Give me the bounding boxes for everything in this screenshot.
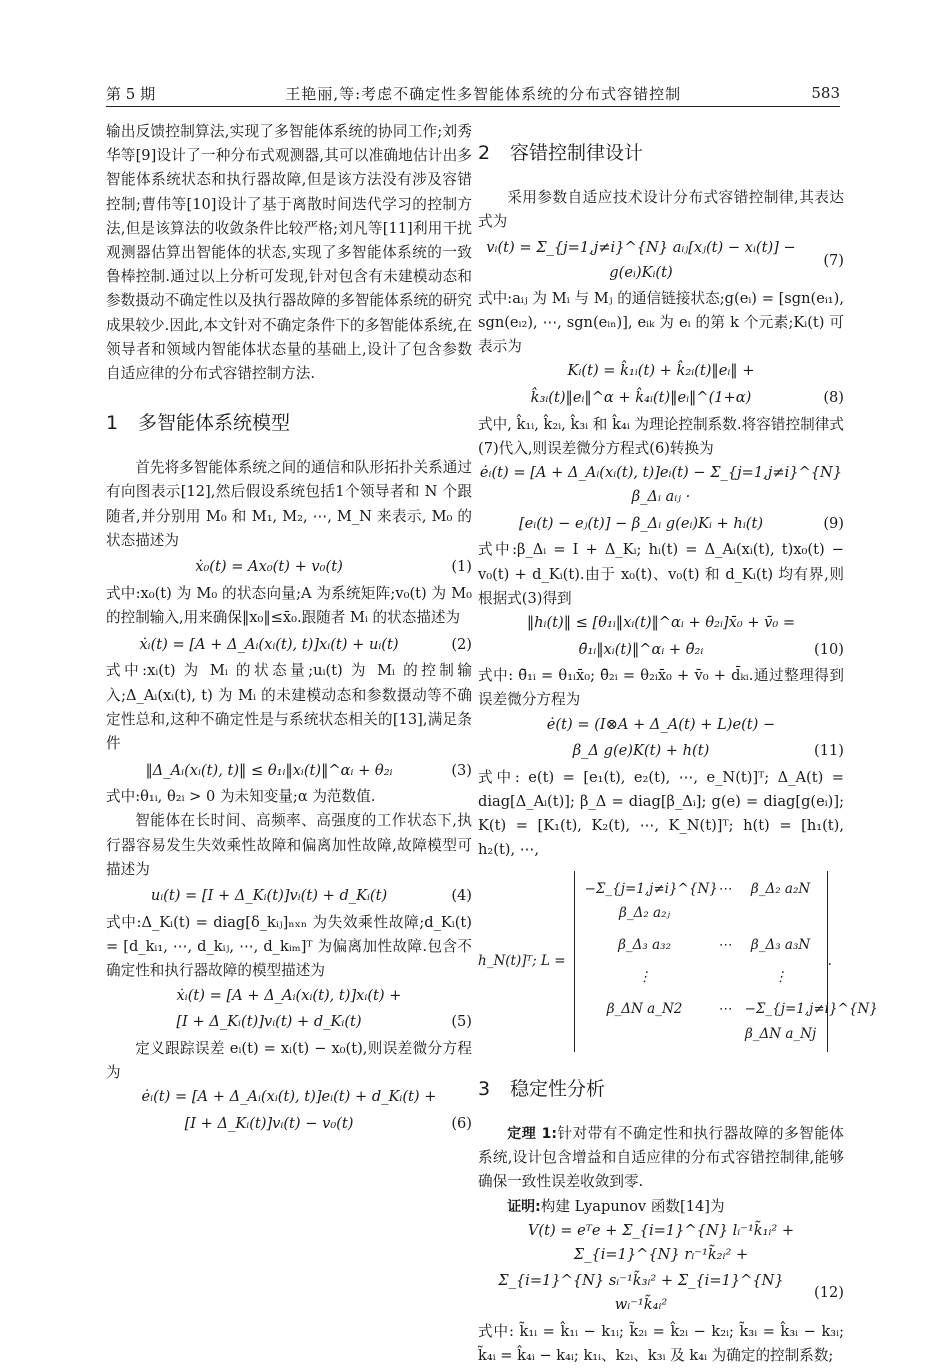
equation-12-line-1: V(t) = eᵀe + Σ_{i=1}^{N} lᵢ⁻¹k̃₁ᵢ² + Σ_{i=1}^{N} rᵢ⁻¹k̃₂ᵢ² + <box>527 1221 795 1263</box>
equation-number: (9) <box>823 514 844 532</box>
page-number: 583 <box>811 84 840 102</box>
left-column <box>106 120 472 1139</box>
equation-4 <box>106 884 472 909</box>
matrix-suffix: . <box>827 953 832 970</box>
paragraph: 式中:xᵢ(t) 为 Mᵢ 的状态量;uᵢ(t) 为 Mᵢ 的控制输入;Δ_Aᵢ(xᵢ(t), t) 为 Mᵢ 的未建模动态和参数摄动等不确定性总和,这种不确定性是与系统状态相关的[13],满足条件 <box>106 662 472 753</box>
section-3-heading <box>478 1074 844 1104</box>
section-1-heading <box>106 408 472 438</box>
equation-number: (3) <box>451 761 472 779</box>
equation-body: ẋ₀(t) = Ax₀(t) + v₀(t) <box>195 558 343 576</box>
paragraph: 式中: k̃₁ᵢ = k̂₁ᵢ − k₁ᵢ; k̃₂ᵢ = k̂₂ᵢ − k₂ᵢ; k̃₃ᵢ = k̂₃ᵢ − k₃ᵢ; k̃₄ᵢ = k̂₄ᵢ − k₄ᵢ; k₁ᵢ、k₂ᵢ、k₃ᵢ 及 k₄ᵢ 为确定的控制系数; <box>478 1322 844 1364</box>
equation-8 <box>478 386 844 411</box>
equation-body: [eᵢ(t) − eⱼ(t)] − β_Δᵢ g(eᵢ)Kᵢ + hᵢ(t) <box>518 514 764 532</box>
matrix-cell: β_Δ₃ a₃N <box>750 937 811 954</box>
page-header <box>106 80 840 106</box>
equation-11-line-1: ė(t) = (I⊗A + Δ_A(t) + L)e(t) − <box>546 715 776 733</box>
proof-label: 证明: <box>507 1198 541 1215</box>
matrix-cell <box>705 965 745 989</box>
equation-3 <box>106 758 472 783</box>
equation-9 <box>478 511 844 536</box>
paragraph: 式中: e(t) = [e₁(t), e₂(t), ⋯, e_N(t)]ᵀ; Δ_A(t) = diag[Δ_Aᵢ(t)]; β_Δ = diag[β_Δᵢ]; g(e) = diag[g(eᵢ)]; K(t) = [K₁(t), K₂(t), ⋯, K_N(t)]ᵀ; h(t) = [h₁(t), h₂(t), ⋯, <box>478 768 844 859</box>
equation-2 <box>106 632 472 657</box>
theorem-paragraph <box>478 1122 844 1195</box>
equation-number: (1) <box>451 558 472 576</box>
matrix-cell: β_Δ₂ a₂N <box>750 880 811 897</box>
paragraph: 式中:β_Δᵢ = I + Δ_Kᵢ; hᵢ(t) = Δ_Aᵢ(xᵢ(t), t)x₀(t) − v₀(t) + d_Kᵢ(t).由于 x₀(t)、v₀(t) 和 d_Kᵢ(t) 均有界,则根据式(3)得到 <box>478 541 844 607</box>
equation-body: ‖Δ_Aᵢ(xᵢ(t), t)‖ ≤ θ₁ᵢ‖xᵢ(t)‖^αᵢ + θ₂ᵢ <box>145 761 393 779</box>
equation-10-line-1: ‖hᵢ(t)‖ ≤ [θ₁ᵢ‖xᵢ(t)‖^αᵢ + θ₂ᵢ]x̄₀ + v̄₀ = <box>526 614 796 632</box>
equation-9-line-1: ėᵢ(t) = [A + Δ_Aᵢ(xᵢ(t), t)]eᵢ(t) − Σ_{j=1,j≠i}^{N} β_Δᵢ aᵢⱼ · <box>479 464 843 506</box>
equation-10 <box>478 637 844 662</box>
equation-body: Σ_{i=1}^{N} sᵢ⁻¹k̃₃ᵢ² + Σ_{i=1}^{N} wᵢ⁻¹k̃₄ᵢ² <box>498 1272 784 1314</box>
equation-number: (11) <box>814 742 844 760</box>
paragraph: 采用参数自适应技术设计分布式容错控制律,其表达式为 <box>478 189 844 231</box>
equation-number: (12) <box>814 1284 844 1302</box>
matrix-cell: ⋮ <box>637 969 652 986</box>
equation-body: k̂₃ᵢ(t)‖eᵢ‖^α + k̂₄ᵢ(t)‖eᵢ‖^(1+α) <box>530 389 752 407</box>
header-rule <box>106 106 840 107</box>
section-number: 2 <box>478 142 491 164</box>
running-title: 王艳丽,等:考虑不确定性多智能体系统的分布式容错控制 <box>285 84 682 103</box>
section-2-heading <box>478 138 844 168</box>
paragraph: 式中:x₀(t) 为 M₀ 的状态向量;A 为系统矩阵;v₀(t) 为 M₀ 的控制输入,用来确保‖x₀‖≤x̄₀.跟随者 Mᵢ 的状态描述为 <box>106 585 472 627</box>
equation-number: (10) <box>814 640 844 658</box>
issue-label: 第 5 期 <box>106 84 156 103</box>
equation-12 <box>478 1269 844 1317</box>
section-title: 稳定性分析 <box>510 1077 606 1100</box>
matrix-cell: ⋯ <box>717 937 732 954</box>
paragraph: 定义跟踪误差 eᵢ(t) = xᵢ(t) − x₀(t),则误差微分方程为 <box>106 1039 472 1082</box>
intro-paragraph: 输出反馈控制算法,实现了多智能体系统的协同工作;刘秀华等[9]设计了一种分布式观测器,其可以准确地估计出多智能体系统状态和执行器故障,但是该方法没有涉及容错控制;曹伟等[10]设计了基于离散时间迭代学习的控制方法,但是该算法的收敛条件比较严格;刘凡等[11]利用干扰观测器估算出智能体的状态,实现了多智能体系统的一致鲁棒控制.通过以上分析可发现,针对包含有未建模动态和参数摄动不确定性以及执行器故障的多智能体系统的研究成果较少.因此,本文针对不确定条件下的多智能体系统,在领导者和领域内智能体状态量的基础上,设计了包含参数自适应律的分布式容错控制方法. <box>106 123 472 383</box>
matrix-cell: β_Δ₃ a₃₂ <box>618 937 671 954</box>
equation-body: uᵢ(t) = [I + Δ_Kᵢ(t)]vᵢ(t) + d_Kᵢ(t) <box>150 887 388 905</box>
paragraph: 式中:θ₁ᵢ, θ₂ᵢ > 0 为未知变量;α 为范数值. <box>106 788 376 806</box>
matrix-cell: β_ΔN a_N2 <box>606 1001 683 1018</box>
paragraph: 式中:Δ_Kᵢ(t) = diag[δ_kᵢⱼ]ₙₓₙ 为失效乘性故障;d_Kᵢ(t) = [d_kᵢ₁, ⋯, d_kᵢⱼ, ⋯, d_kᵢₘ]ᵀ 为偏离加性故障.包含不确定性和执行器故障的模型描述为 <box>106 914 472 980</box>
equation-7 <box>478 236 844 284</box>
section-number: 3 <box>478 1077 491 1100</box>
equation-11 <box>478 739 844 764</box>
paragraph: 式中, k̂₁ᵢ, k̂₂ᵢ, k̂₃ᵢ 和 k̂₄ᵢ 为理论控制系数.将容错控制律式(7)代入,则误差微分方程式(6)转换为 <box>478 415 844 457</box>
paragraph: 首先将多智能体系统之间的通信和队形拓扑关系通过有向图表示[12],然后假设系统包括1个领导者和 N 个跟随者,并分别用 M₀ 和 M₁, M₂, ⋯, M_N 来表示, M₀ 的状态描述为 <box>106 459 472 549</box>
paragraph: 智能体在长时间、高频率、高强度的工作状态下,执行器容易发生失效乘性故障和偏离加性故障,故障模型可描述为 <box>106 812 472 878</box>
matrix-cell: −Σ_{j=1,j≠i}^{N} β_ΔN a_Nj <box>744 1001 878 1042</box>
equation-5-line-1: ẋᵢ(t) = [A + Δ_Aᵢ(xᵢ(t), t)]xᵢ(t) + <box>176 986 402 1004</box>
matrix-cell: ⋯ <box>717 1001 732 1018</box>
theorem-text: 针对带有不确定性和执行器故障的多智能体系统,设计包含增益和自适应律的分布式容错控制律,能够确保一致性误差收敛到零. <box>478 1124 844 1191</box>
equation-number: (5) <box>451 1013 472 1031</box>
matrix-prefix: h_N(t)]ᵀ; L = <box>478 953 566 970</box>
matrix-cell: ⋮ <box>773 969 788 986</box>
equation-number: (7) <box>823 251 844 269</box>
equation-6-line-1: ėᵢ(t) = [A + Δ_Aᵢ(xᵢ(t), t)]eᵢ(t) + d_Kᵢ(t) + <box>141 1088 437 1106</box>
section-number: 1 <box>106 412 119 435</box>
theorem-label: 定理 1: <box>507 1125 557 1142</box>
matrix-L <box>574 871 878 1052</box>
matrix-cell: −Σ_{j=1,j≠i}^{N} β_Δ₂ a₂ⱼ <box>584 880 718 921</box>
section-title: 容错控制律设计 <box>510 142 644 164</box>
equation-number: (2) <box>451 635 472 653</box>
equation-1 <box>106 555 472 580</box>
paragraph: 式中:aᵢⱼ 为 Mᵢ 与 Mⱼ 的通信链接状态;g(eᵢ) = [sgn(eᵢ₁), sgn(eᵢ₂), ⋯, sgn(eᵢₙ)], eᵢₖ 为 eᵢ 的第 k 个元素;Kᵢ(t) 可表示为 <box>478 289 844 356</box>
equation-body: vᵢ(t) = Σ_{j=1,j≠i}^{N} aᵢⱼ[xⱼ(t) − xᵢ(t)] − g(eᵢ)Kᵢ(t) <box>486 239 796 281</box>
equation-number: (8) <box>823 389 844 407</box>
proof-text: 构建 Lyapunov 函数[14]为 <box>540 1197 725 1215</box>
equation-6 <box>106 1112 472 1137</box>
equation-number: (6) <box>451 1114 472 1132</box>
proof-paragraph <box>478 1195 844 1219</box>
equation-body: ẋᵢ(t) = [A + Δ_Aᵢ(xᵢ(t), t)]xᵢ(t) + uᵢ(t) <box>139 635 399 653</box>
equation-body: [I + Δ_Kᵢ(t)]vᵢ(t) − v₀(t) <box>184 1114 354 1132</box>
section-title: 多智能体系统模型 <box>138 412 291 435</box>
paragraph: 式中: θ̄₁ᵢ = θ₁ᵢx̄₀; θ̄₂ᵢ = θ₂ᵢx̄₀ + v̄₀ + d̄ₖᵢ.通过整理得到误差微分方程为 <box>478 667 844 709</box>
laplacian-matrix-block <box>478 871 878 1052</box>
equation-number: (4) <box>451 887 472 905</box>
right-column <box>478 120 878 1368</box>
equation-body: β_Δ g(e)K(t) + h(t) <box>572 742 710 760</box>
equation-8-line-1: Kᵢ(t) = k̂₁ᵢ(t) + k̂₂ᵢ(t)‖eᵢ‖ + <box>567 362 755 380</box>
matrix-cell: ⋯ <box>717 880 732 897</box>
equation-body: [I + Δ_Kᵢ(t)]vᵢ(t) + d_Kᵢ(t) <box>176 1013 362 1031</box>
equation-5 <box>106 1010 472 1035</box>
equation-body: θ̄₁ᵢ‖xᵢ(t)‖^αᵢ + θ̄₂ᵢ <box>578 640 704 658</box>
